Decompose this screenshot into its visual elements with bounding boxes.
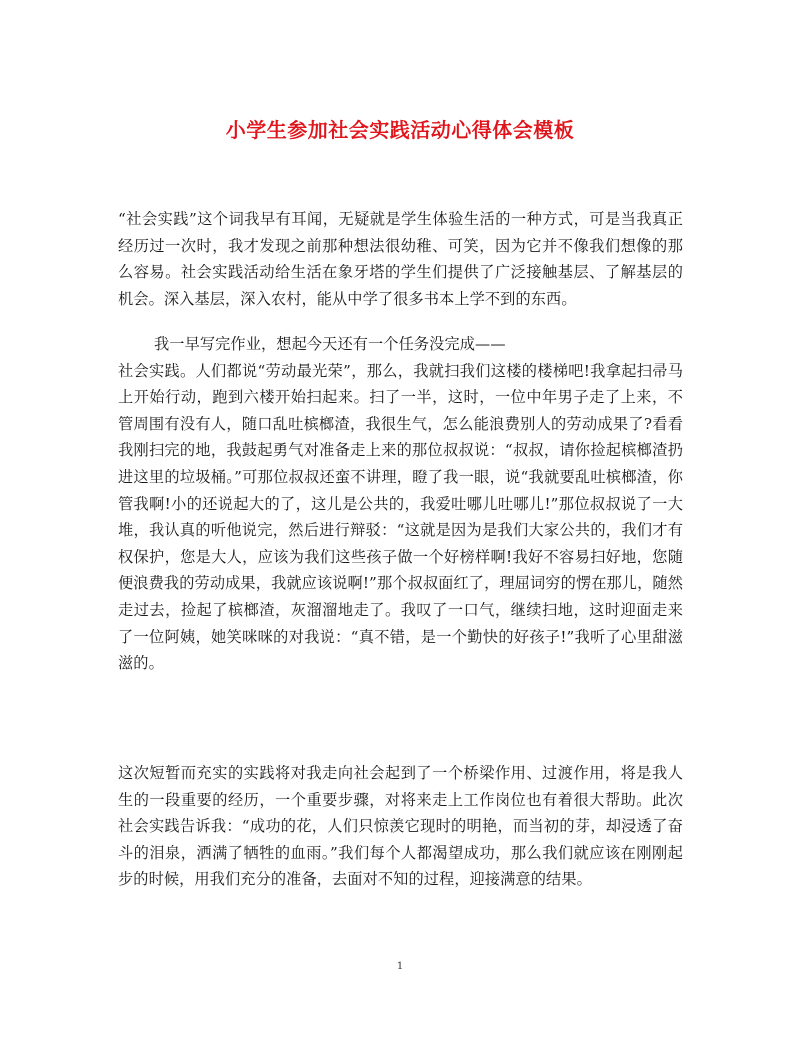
paragraph-block-story [118,331,683,677]
paragraph-intro: “社会实践”这个词我早有耳闻，无疑就是学生体验生活的一种方式，可是当我真正经历过一次时，我才发现之前那种想法很幼稚、可笑，因为它并不像我们想像的那么容易。社会实践活动给生活在象牙塔的学生们提供了广泛接触基层、了解基层的机会。深入基层，深入农村，能从中学了很多书本上学不到的东西。 [118,210,683,308]
page-number: 1 [396,961,404,972]
paragraph-story-opening: 我一早写完作业，想起今天还有一个任务没完成—— [154,335,506,353]
paragraph-story: 社会实践。人们都说“劳动最光荣”，那么，我就扫我们这楼的楼梯吧!我拿起扫帚马上开始行动，跑到六楼开始扫起来。扫了一半，这时，一位中年男子走了上来，不管周围有没有人，随口乱吐槟榔渣，我很生气，怎么能浪费别人的劳动成果了?看看我刚扫完的地，我鼓起勇气对准备走上来的那位叔叔说：“叔叔，请你捡起槟榔渣扔进这里的垃圾桶。”可那位叔叔还蛮不讲理，瞪了我一眼，说“我就要乱吐槟榔渣，你管我啊!小的还说起大的了，这儿是公共的，我爱吐哪儿吐哪儿!”那位叔叔说了一大堆，我认真的听他说完，然后进行辩驳：“这就是因为是我们大家公共的，我们才有权保护，您是大人，应该为我们这些孩子做一个好榜样啊!我好不容易扫好地，您随便浪费我的劳动成果，我就应该说啊!”那个叔叔面红了，理屈词穷的愣在那儿，随然走过去，捡起了槟榔渣，灰溜溜地走了。我叹了一口气，继续扫地，这时迎面走来了一位阿姨，她笑咪咪的对我说：“真不错，是一个勤快的好孩子!”我听了心里甜滋滋的。 [118,361,683,673]
paragraph-block-conclusion [118,760,683,893]
paragraph-block-intro [118,206,683,312]
paragraph-conclusion: 这次短暂而充实的实践将对我走向社会起到了一个桥梁作用、过渡作用，将是我人生的一段重要的经历，一个重要步骤，对将来走上工作岗位也有着很大帮助。此次社会实践告诉我：“成功的花，人们只惊羡它现时的明艳，而当初的芽，却浸透了奋斗的泪泉，洒满了牺牲的血雨。”我们每个人都渴望成功，那么我们就应该在刚刚起步的时候，用我们充分的准备，去面对不知的过程，迎接满意的结果。 [118,764,683,889]
document-title: 小学生参加社会实践活动心得体会模板 [225,118,575,142]
